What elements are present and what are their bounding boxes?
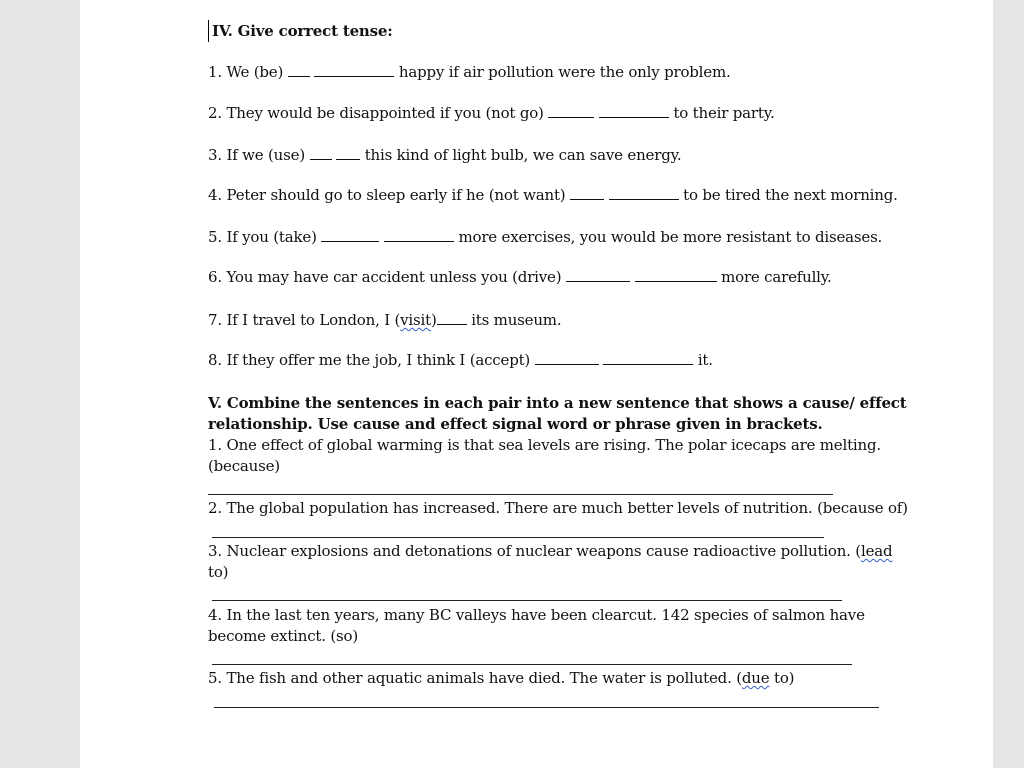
exercise-item-4: 4. Peter should go to sleep early if he (not want) to be tired the next morning. (208, 186, 898, 204)
exercise-item-5: 5. If you (take) more exercises, you would be more resistant to diseases. (208, 228, 883, 246)
combine-item-5-line-1: 5. The fish and other aquatic animals have died. The water is polluted. (due to) (208, 669, 795, 687)
exercise-item-3: 3. If we (use) this kind of light bulb, we can save energy. (208, 146, 682, 164)
combine-item-1-line-2: (because) (208, 457, 280, 475)
exercise-item-2: 2. They would be disappointed if you (not go) to their party. (208, 104, 775, 122)
combine-item-3-line-1: 3. Nuclear explosions and detonations of nuclear weapons cause radioactive pollution. (lead (208, 542, 893, 560)
combine-item-1-line-1: 1. One effect of global warming is that sea levels are rising. The polar icecaps are melting. (208, 436, 881, 454)
answer-line-3[interactable] (212, 600, 842, 601)
exercise-item-1: 1. We (be) happy if air pollution were the only problem. (208, 63, 731, 81)
combine-item-2-line-1: 2. The global population has increased. There are much better levels of nutrition. (because of) (208, 499, 908, 517)
spellcheck-flag: due (741, 669, 770, 687)
answer-line-2[interactable] (212, 537, 824, 538)
section-5-heading-line-2: relationship. Use cause and effect signal word or phrase given in brackets. (208, 415, 823, 433)
answer-line-5[interactable] (214, 707, 879, 708)
answer-line-1[interactable] (208, 494, 833, 495)
section-4-heading: IV. Give correct tense: (212, 22, 393, 40)
section-5-heading-line-1: V. Combine the sentences in each pair into a new sentence that shows a cause/ effect (208, 394, 907, 412)
answer-line-4[interactable] (212, 664, 852, 665)
combine-item-4-line-2: become extinct. (so) (208, 627, 358, 645)
exercise-item-8: 8. If they offer me the job, I think I (accept) it. (208, 351, 713, 369)
exercise-item-7: 7. If I travel to London, I (visit) its museum. (208, 311, 562, 329)
exercise-item-6: 6. You may have car accident unless you (drive) more carefully. (208, 268, 832, 286)
combine-item-3-line-2: to) (208, 563, 229, 581)
spellcheck-flag: visit (400, 311, 431, 329)
combine-item-4-line-1: 4. In the last ten years, many BC valleys have been clearcut. 142 species of salmon have (208, 606, 865, 624)
spellcheck-flag: lead (860, 542, 893, 560)
text-cursor (208, 20, 209, 42)
